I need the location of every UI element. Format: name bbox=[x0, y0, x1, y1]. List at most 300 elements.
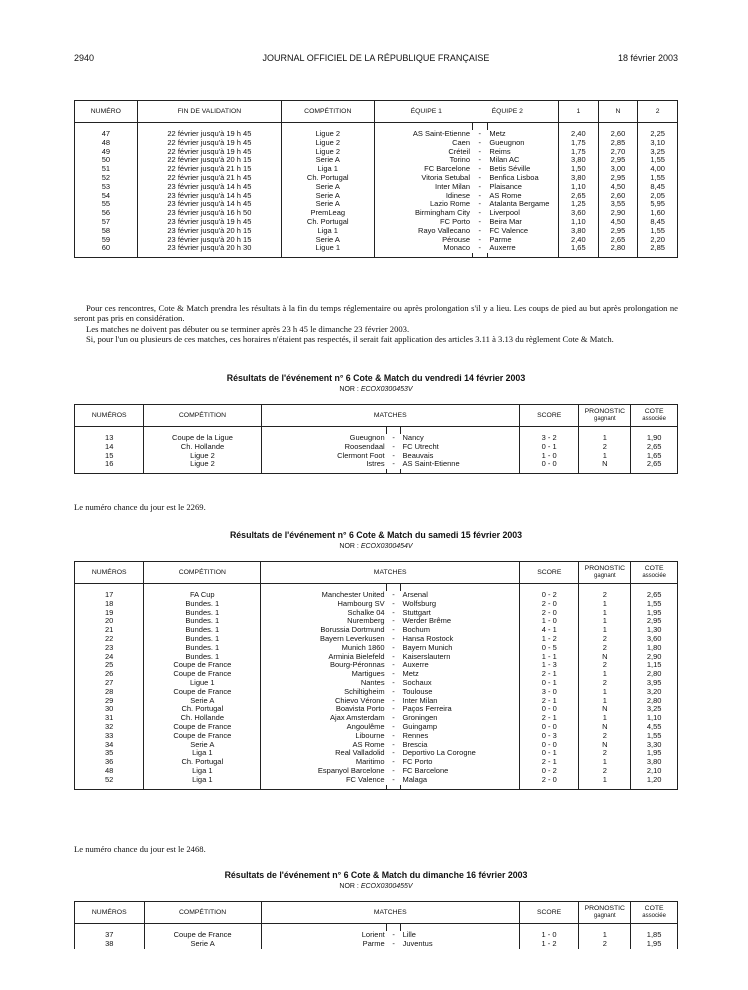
table-header-row bbox=[75, 101, 678, 123]
odds-n-cell: 2,60 bbox=[598, 192, 638, 201]
separator-dash: - bbox=[392, 459, 395, 469]
table-row bbox=[75, 192, 678, 201]
team-2-cell: Gueugnon bbox=[487, 139, 558, 148]
table-row bbox=[75, 940, 678, 949]
table-row bbox=[75, 244, 678, 253]
home-team-cell: AS Rome bbox=[261, 741, 387, 750]
team-2-cell: Reims bbox=[487, 148, 558, 157]
team-2-cell: Plaisance bbox=[487, 183, 558, 192]
separator-dash: - bbox=[392, 651, 395, 661]
score-cell: 1 - 0 bbox=[519, 452, 578, 461]
pronostic-cell: 2 bbox=[579, 635, 631, 644]
col-competition: COMPÉTITION bbox=[282, 101, 375, 123]
note: Si, pour l'un ou plusieurs de ces matches, ces horaires n'étaient pas respectés, il serait fait application des articles 3.11 à 3.13 du règlement Cote & Match. bbox=[86, 334, 614, 345]
odds-2-cell: 3,25 bbox=[638, 148, 678, 157]
away-team-cell: Beauvais bbox=[401, 452, 520, 461]
cote-cell: 1,55 bbox=[631, 600, 678, 609]
cote-cell: 1,85 bbox=[631, 931, 678, 940]
col-fin-validation: FIN DE VALIDATION bbox=[137, 101, 281, 123]
numero-cell: 19 bbox=[75, 609, 144, 618]
separator-dash: - bbox=[392, 607, 395, 617]
team-2-cell: Liverpool bbox=[487, 209, 558, 218]
table-row bbox=[75, 130, 678, 139]
numero-cell: 52 bbox=[75, 776, 144, 785]
pronostic-cell: N bbox=[579, 653, 631, 662]
cote-cell: 2,65 bbox=[631, 443, 678, 452]
odds-n-cell: 2,95 bbox=[598, 227, 638, 236]
nor-code: ECOX0300454V bbox=[360, 543, 413, 550]
numero-cell: 58 bbox=[75, 227, 138, 236]
gagnant-label: gagnant bbox=[594, 573, 616, 579]
odds-1-cell: 1,50 bbox=[559, 165, 599, 174]
nor-reference bbox=[74, 883, 678, 890]
score-cell: 2 - 0 bbox=[520, 609, 579, 618]
home-team-cell: Roosendaal bbox=[261, 443, 387, 452]
team-2-cell: Milan AC bbox=[487, 156, 558, 165]
competition-cell: Serie A bbox=[144, 741, 261, 750]
score-cell: 2 - 1 bbox=[520, 758, 579, 767]
col-equipe-1: ÉQUIPE 1 bbox=[410, 107, 442, 115]
odds-n-cell: 2,90 bbox=[598, 209, 638, 218]
away-team-cell: FC Utrecht bbox=[401, 443, 520, 452]
pronostic-cell: N bbox=[579, 723, 631, 732]
pronostic-cell: N bbox=[579, 460, 631, 469]
score-cell: 0 - 1 bbox=[520, 749, 579, 758]
table-row bbox=[75, 183, 678, 192]
home-team-cell: Espanyol Barcelone bbox=[261, 767, 387, 776]
home-team-cell: Angoulême bbox=[261, 723, 387, 732]
competition-cell: Liga 1 bbox=[282, 165, 375, 174]
nor-reference bbox=[74, 386, 678, 393]
competition-cell: Liga 1 bbox=[282, 227, 375, 236]
numero-cell: 30 bbox=[75, 705, 144, 714]
home-team-cell: FC Valence bbox=[261, 776, 387, 785]
col-cote bbox=[631, 405, 678, 427]
home-team-cell: Manchester United bbox=[261, 591, 387, 600]
home-team-cell: Maritimo bbox=[261, 758, 387, 767]
score-cell: 1 - 3 bbox=[520, 661, 579, 670]
separator-dash: - bbox=[478, 172, 481, 182]
numero-cell: 27 bbox=[75, 679, 144, 688]
cote-cell: 1,90 bbox=[631, 434, 678, 443]
odds-1-cell: 1,65 bbox=[559, 244, 599, 253]
pronostic-cell: 1 bbox=[579, 776, 631, 785]
nor-label: NOR : bbox=[339, 883, 359, 890]
odds-n-cell: 2,65 bbox=[598, 236, 638, 245]
numero-cell: 29 bbox=[75, 697, 144, 706]
competition-cell: Ch. Hollande bbox=[144, 714, 261, 723]
separator-dash: - bbox=[392, 669, 395, 679]
away-team-cell: Juventus bbox=[401, 940, 520, 949]
home-team-cell: Ajax Amsterdam bbox=[261, 714, 387, 723]
odds-1-cell: 2,40 bbox=[559, 130, 599, 139]
score-cell: 2 - 0 bbox=[520, 776, 579, 785]
validation-cell: 22 février jusqu'à 19 h 45 bbox=[137, 148, 281, 157]
separator-dash: - bbox=[392, 625, 395, 635]
odds-2-cell: 1,55 bbox=[638, 227, 678, 236]
score-cell: 0 - 0 bbox=[520, 723, 579, 732]
separator-dash: - bbox=[478, 164, 481, 174]
numero-cell: 31 bbox=[75, 714, 144, 723]
score-cell: 2 - 1 bbox=[520, 697, 579, 706]
away-team-cell: AS Saint-Etienne bbox=[401, 460, 520, 469]
rules-notes bbox=[74, 303, 678, 345]
score-cell: 0 - 2 bbox=[520, 767, 579, 776]
team-2-cell: Atalanta Bergame bbox=[487, 200, 558, 209]
away-team-cell: Hansa Rostock bbox=[400, 635, 519, 644]
team-2-cell: Betis Séville bbox=[487, 165, 558, 174]
table-row bbox=[75, 174, 678, 183]
table-header-row bbox=[75, 405, 678, 427]
numero-cell: 48 bbox=[75, 139, 138, 148]
competition-cell: Coupe de France bbox=[144, 931, 261, 940]
note: Les matches ne doivent pas débuter ou se terminer après 23 h 45 le dimanche 23 février 2003. bbox=[86, 323, 410, 334]
home-team-cell: Libourne bbox=[261, 732, 387, 741]
odds-2-cell: 2,20 bbox=[638, 236, 678, 245]
competition-cell: Liga 1 bbox=[144, 767, 261, 776]
nor-label: NOR : bbox=[339, 543, 359, 550]
competition-cell: Ligue 1 bbox=[144, 679, 261, 688]
competition-cell: FA Cup bbox=[144, 591, 261, 600]
home-team-cell: Schiltigheim bbox=[261, 688, 387, 697]
cote-cell: 3,20 bbox=[631, 688, 678, 697]
numero-cell: 37 bbox=[75, 931, 145, 940]
separator-dash: - bbox=[392, 677, 395, 687]
numero-cell: 34 bbox=[75, 741, 144, 750]
team-1-cell: Caen bbox=[374, 139, 472, 148]
numero-cell: 52 bbox=[75, 174, 138, 183]
odds-2-cell: 5,95 bbox=[638, 200, 678, 209]
home-team-cell: Clermont Foot bbox=[261, 452, 387, 461]
away-team-cell: Stuttgart bbox=[400, 609, 519, 618]
home-team-cell: Real Valladolid bbox=[261, 749, 387, 758]
page-number: 2940 bbox=[74, 53, 95, 63]
odds-1-cell: 3,60 bbox=[559, 209, 599, 218]
separator-dash: - bbox=[478, 208, 481, 218]
pronostic-label: PRONOSTIC bbox=[584, 408, 626, 415]
competition-cell: Coupe de France bbox=[144, 670, 261, 679]
separator-dash: - bbox=[392, 748, 395, 758]
separator-dash: - bbox=[478, 243, 481, 253]
pronostic-cell: 1 bbox=[579, 452, 631, 461]
cote-label: COTE bbox=[644, 408, 664, 415]
cote-cell: 2,95 bbox=[631, 617, 678, 626]
pronostic-label: PRONOSTIC bbox=[584, 565, 626, 572]
associee-label: associée bbox=[642, 913, 666, 919]
cote-cell: 3,25 bbox=[631, 705, 678, 714]
numero-cell: 56 bbox=[75, 209, 138, 218]
cote-cell: 1,15 bbox=[631, 661, 678, 670]
competition-cell: Serie A bbox=[282, 183, 375, 192]
numero-cell: 54 bbox=[75, 192, 138, 201]
numero-cell: 57 bbox=[75, 218, 138, 227]
team-1-cell: Rayo Vallecano bbox=[374, 227, 472, 236]
score-cell: 0 - 2 bbox=[520, 591, 579, 600]
pronostic-cell: 2 bbox=[579, 644, 631, 653]
numero-cell: 50 bbox=[75, 156, 138, 165]
score-cell: 2 - 1 bbox=[520, 714, 579, 723]
numero-cell: 33 bbox=[75, 732, 144, 741]
competition-cell: Coupe de France bbox=[144, 688, 261, 697]
separator-dash: - bbox=[478, 155, 481, 165]
col-equipes bbox=[374, 101, 559, 123]
team-1-cell: Idinese bbox=[374, 192, 472, 201]
score-cell: 1 - 2 bbox=[520, 635, 579, 644]
team-1-cell: Pérouse bbox=[374, 236, 472, 245]
numero-cell: 18 bbox=[75, 600, 144, 609]
competition-cell: Serie A bbox=[282, 200, 375, 209]
numero-cell: 47 bbox=[75, 130, 138, 139]
competition-cell: Liga 1 bbox=[144, 776, 261, 785]
table-row bbox=[75, 227, 678, 236]
score-cell: 0 - 1 bbox=[519, 443, 578, 452]
cote-cell: 2,10 bbox=[631, 767, 678, 776]
table-row bbox=[75, 218, 678, 227]
numero-cell: 13 bbox=[75, 434, 144, 443]
col-competition: COMPÉTITION bbox=[144, 562, 261, 584]
competition-cell: Coupe de la Ligue bbox=[144, 434, 261, 443]
score-cell: 0 - 0 bbox=[520, 741, 579, 750]
numero-cell: 26 bbox=[75, 670, 144, 679]
away-team-cell: Lille bbox=[401, 931, 520, 940]
table-row bbox=[75, 200, 678, 209]
odds-n-cell: 3,00 bbox=[598, 165, 638, 174]
competition-cell: Bundes. 1 bbox=[144, 609, 261, 618]
away-team-cell: Metz bbox=[400, 670, 519, 679]
score-cell: 0 - 1 bbox=[520, 679, 579, 688]
cote-label: COTE bbox=[644, 565, 664, 572]
numero-cell: 23 bbox=[75, 644, 144, 653]
pronostic-cell: 2 bbox=[579, 443, 631, 452]
numero-cell: 36 bbox=[75, 758, 144, 767]
table-header-row bbox=[75, 902, 678, 924]
team-1-cell: FC Barcelone bbox=[374, 165, 472, 174]
validation-cell: 22 février jusqu'à 19 h 45 bbox=[137, 130, 281, 139]
numero-cell: 16 bbox=[75, 460, 144, 469]
odds-1-cell: 1,75 bbox=[559, 148, 599, 157]
col-numero: NUMÉRO bbox=[75, 101, 138, 123]
away-team-cell: Wolfsburg bbox=[400, 600, 519, 609]
team-2-cell: Beira Mar bbox=[487, 218, 558, 227]
score-cell: 3 - 2 bbox=[519, 434, 578, 443]
associee-label: associée bbox=[642, 416, 666, 422]
away-team-cell: Werder Brême bbox=[400, 617, 519, 626]
score-cell: 0 - 0 bbox=[520, 705, 579, 714]
table-header-row bbox=[75, 562, 678, 584]
separator-dash: - bbox=[392, 739, 395, 749]
away-team-cell: Bayern Munich bbox=[400, 644, 519, 653]
cote-cell: 1,95 bbox=[631, 940, 678, 949]
table-row bbox=[75, 209, 678, 218]
pronostic-cell: 2 bbox=[579, 732, 631, 741]
competition-cell: Serie A bbox=[282, 156, 375, 165]
table-row bbox=[75, 156, 678, 165]
competition-cell: Serie A bbox=[282, 236, 375, 245]
pronostic-cell: 1 bbox=[579, 609, 631, 618]
col-1: 1 bbox=[559, 101, 599, 123]
col-pronostic bbox=[579, 902, 631, 924]
col-numeros: NUMÉROS bbox=[75, 902, 145, 924]
validation-cell: 23 février jusqu'à 14 h 45 bbox=[137, 183, 281, 192]
score-cell: 1 - 0 bbox=[520, 617, 579, 626]
odds-1-cell: 1,10 bbox=[559, 183, 599, 192]
cote-label: COTE bbox=[644, 905, 664, 912]
cote-cell: 2,80 bbox=[631, 697, 678, 706]
table-row bbox=[75, 165, 678, 174]
home-team-cell: Borussia Dortmund bbox=[261, 626, 387, 635]
cote-cell: 1,30 bbox=[631, 626, 678, 635]
separator-dash: - bbox=[392, 450, 395, 460]
home-team-cell: Chievo Vérone bbox=[261, 697, 387, 706]
score-cell: 1 - 0 bbox=[519, 931, 579, 940]
numero-cell: 60 bbox=[75, 244, 138, 253]
results-table-saturday bbox=[74, 561, 678, 790]
cote-cell: 2,65 bbox=[631, 591, 678, 600]
col-cote bbox=[631, 562, 678, 584]
odds-2-cell: 3,10 bbox=[638, 139, 678, 148]
cote-cell: 1,10 bbox=[631, 714, 678, 723]
competition-cell: Ch. Portugal bbox=[282, 174, 375, 183]
home-team-cell: Bayern Leverkusen bbox=[261, 635, 387, 644]
odds-2-cell: 8,45 bbox=[638, 218, 678, 227]
competition-cell: Serie A bbox=[144, 940, 261, 949]
competition-cell: Ch. Portugal bbox=[144, 758, 261, 767]
team-2-cell: Benfica Lisboa bbox=[487, 174, 558, 183]
team-1-cell: AS Saint-Etienne bbox=[374, 130, 472, 139]
pronostic-cell: N bbox=[579, 705, 631, 714]
cote-cell: 1,95 bbox=[631, 609, 678, 618]
team-1-cell: Vitoria Setubal bbox=[374, 174, 472, 183]
numero-cell: 21 bbox=[75, 626, 144, 635]
away-team-cell: FC Porto bbox=[400, 758, 519, 767]
odds-n-cell: 2,95 bbox=[598, 174, 638, 183]
team-2-cell: Metz bbox=[487, 130, 558, 139]
score-cell: 1 - 1 bbox=[520, 653, 579, 662]
away-team-cell: Nancy bbox=[401, 434, 520, 443]
validation-cell: 23 février jusqu'à 19 h 45 bbox=[137, 218, 281, 227]
numero-cell: 51 bbox=[75, 165, 138, 174]
away-team-cell: Auxerre bbox=[400, 661, 519, 670]
odds-n-cell: 2,95 bbox=[598, 156, 638, 165]
away-team-cell: Toulouse bbox=[400, 688, 519, 697]
competition-cell: Coupe de France bbox=[144, 732, 261, 741]
nor-reference bbox=[74, 543, 678, 550]
home-team-cell: Arminia Bielefeld bbox=[261, 653, 387, 662]
validation-cell: 22 février jusqu'à 21 h 45 bbox=[137, 174, 281, 183]
odds-n-cell: 4,50 bbox=[598, 183, 638, 192]
odds-1-cell: 1,10 bbox=[559, 218, 599, 227]
odds-1-cell: 3,80 bbox=[559, 227, 599, 236]
chance-number: Le numéro chance du jour est le 2269. bbox=[74, 502, 206, 512]
home-team-cell: Istres bbox=[261, 460, 387, 469]
competition-cell: Bundes. 1 bbox=[144, 644, 261, 653]
away-team-cell: Bochum bbox=[400, 626, 519, 635]
odds-table bbox=[74, 100, 678, 258]
separator-dash: - bbox=[392, 633, 395, 643]
odds-1-cell: 2,65 bbox=[559, 192, 599, 201]
pronostic-cell: 1 bbox=[579, 670, 631, 679]
away-team-cell: Paços Ferreira bbox=[400, 705, 519, 714]
col-matches: MATCHES bbox=[261, 902, 519, 924]
odds-2-cell: 4,00 bbox=[638, 165, 678, 174]
away-team-cell: FC Barcelone bbox=[400, 767, 519, 776]
cote-cell: 3,60 bbox=[631, 635, 678, 644]
team-1-cell: Monaco bbox=[374, 244, 472, 253]
validation-cell: 23 février jusqu'à 14 h 45 bbox=[137, 192, 281, 201]
odds-n-cell: 2,80 bbox=[598, 244, 638, 253]
separator-dash: - bbox=[478, 181, 481, 191]
col-numeros: NUMÉROS bbox=[75, 405, 144, 427]
separator-dash: - bbox=[392, 642, 395, 652]
separator-dash: - bbox=[478, 225, 481, 235]
table-row bbox=[75, 776, 678, 785]
team-2-cell: FC Valence bbox=[487, 227, 558, 236]
score-cell: 0 - 5 bbox=[520, 644, 579, 653]
home-team-cell: Nantes bbox=[261, 679, 387, 688]
separator-dash: - bbox=[392, 704, 395, 714]
separator-dash: - bbox=[392, 441, 395, 451]
numero-cell: 48 bbox=[75, 767, 144, 776]
score-cell: 4 - 1 bbox=[520, 626, 579, 635]
journal-title: JOURNAL OFFICIEL DE LA RÉPUBLIQUE FRANÇAISE bbox=[262, 53, 490, 63]
separator-dash: - bbox=[392, 930, 395, 939]
pronostic-cell: 2 bbox=[579, 661, 631, 670]
odds-1-cell: 3,80 bbox=[559, 156, 599, 165]
team-1-cell: Inter Milan bbox=[374, 183, 472, 192]
separator-dash: - bbox=[478, 216, 481, 226]
competition-cell: Bundes. 1 bbox=[144, 617, 261, 626]
competition-cell: Ligue 1 bbox=[282, 244, 375, 253]
away-team-cell: Sochaux bbox=[400, 679, 519, 688]
table-row bbox=[75, 460, 678, 469]
col-equipe-2: ÉQUIPE 2 bbox=[491, 107, 523, 115]
gagnant-label: gagnant bbox=[593, 416, 616, 422]
odds-2-cell: 1,55 bbox=[638, 174, 678, 183]
competition-cell: Serie A bbox=[282, 192, 375, 201]
pronostic-cell: 2 bbox=[579, 679, 631, 688]
home-team-cell: Parme bbox=[261, 940, 387, 949]
numero-cell: 55 bbox=[75, 200, 138, 209]
numero-cell: 38 bbox=[75, 940, 145, 949]
competition-cell: Bundes. 1 bbox=[144, 635, 261, 644]
section-title: Résultats de l'événement n° 6 Cote & Match du dimanche 16 février 2003 bbox=[224, 870, 528, 880]
away-team-cell: Groningen bbox=[400, 714, 519, 723]
note: Pour ces rencontres, Cote & Match prendra les résultats à la fin du temps réglementaire ou après prolongation s'il y a lieu. Les coups de pied au but après prolongation ne seront pas pris en considération. bbox=[74, 303, 678, 324]
pronostic-label: PRONOSTIC bbox=[584, 905, 625, 912]
validation-cell: 23 février jusqu'à 20 h 15 bbox=[137, 227, 281, 236]
numero-cell: 15 bbox=[75, 452, 144, 461]
odds-2-cell: 2,05 bbox=[638, 192, 678, 201]
section-title: Résultats de l'événement n° 6 Cote & Match du samedi 15 février 2003 bbox=[229, 530, 523, 540]
separator-dash: - bbox=[478, 129, 481, 138]
team-1-cell: Birmingham City bbox=[374, 209, 472, 218]
score-cell: 2 - 0 bbox=[520, 600, 579, 609]
odds-2-cell: 1,60 bbox=[638, 209, 678, 218]
cote-cell: 2,65 bbox=[631, 460, 678, 469]
validation-cell: 22 février jusqu'à 20 h 15 bbox=[137, 156, 281, 165]
cote-cell: 1,65 bbox=[631, 452, 678, 461]
col-matches: MATCHES bbox=[261, 562, 520, 584]
competition-cell: Ligue 2 bbox=[144, 460, 261, 469]
home-team-cell: Boavista Porto bbox=[261, 705, 387, 714]
odds-2-cell: 8,45 bbox=[638, 183, 678, 192]
competition-cell: Bundes. 1 bbox=[144, 600, 261, 609]
home-team-cell: Bourg-Péronnas bbox=[261, 661, 387, 670]
competition-cell: Coupe de France bbox=[144, 661, 261, 670]
cote-cell: 2,90 bbox=[631, 653, 678, 662]
team-2-cell: AS Rome bbox=[487, 192, 558, 201]
cote-cell: 3,95 bbox=[631, 679, 678, 688]
